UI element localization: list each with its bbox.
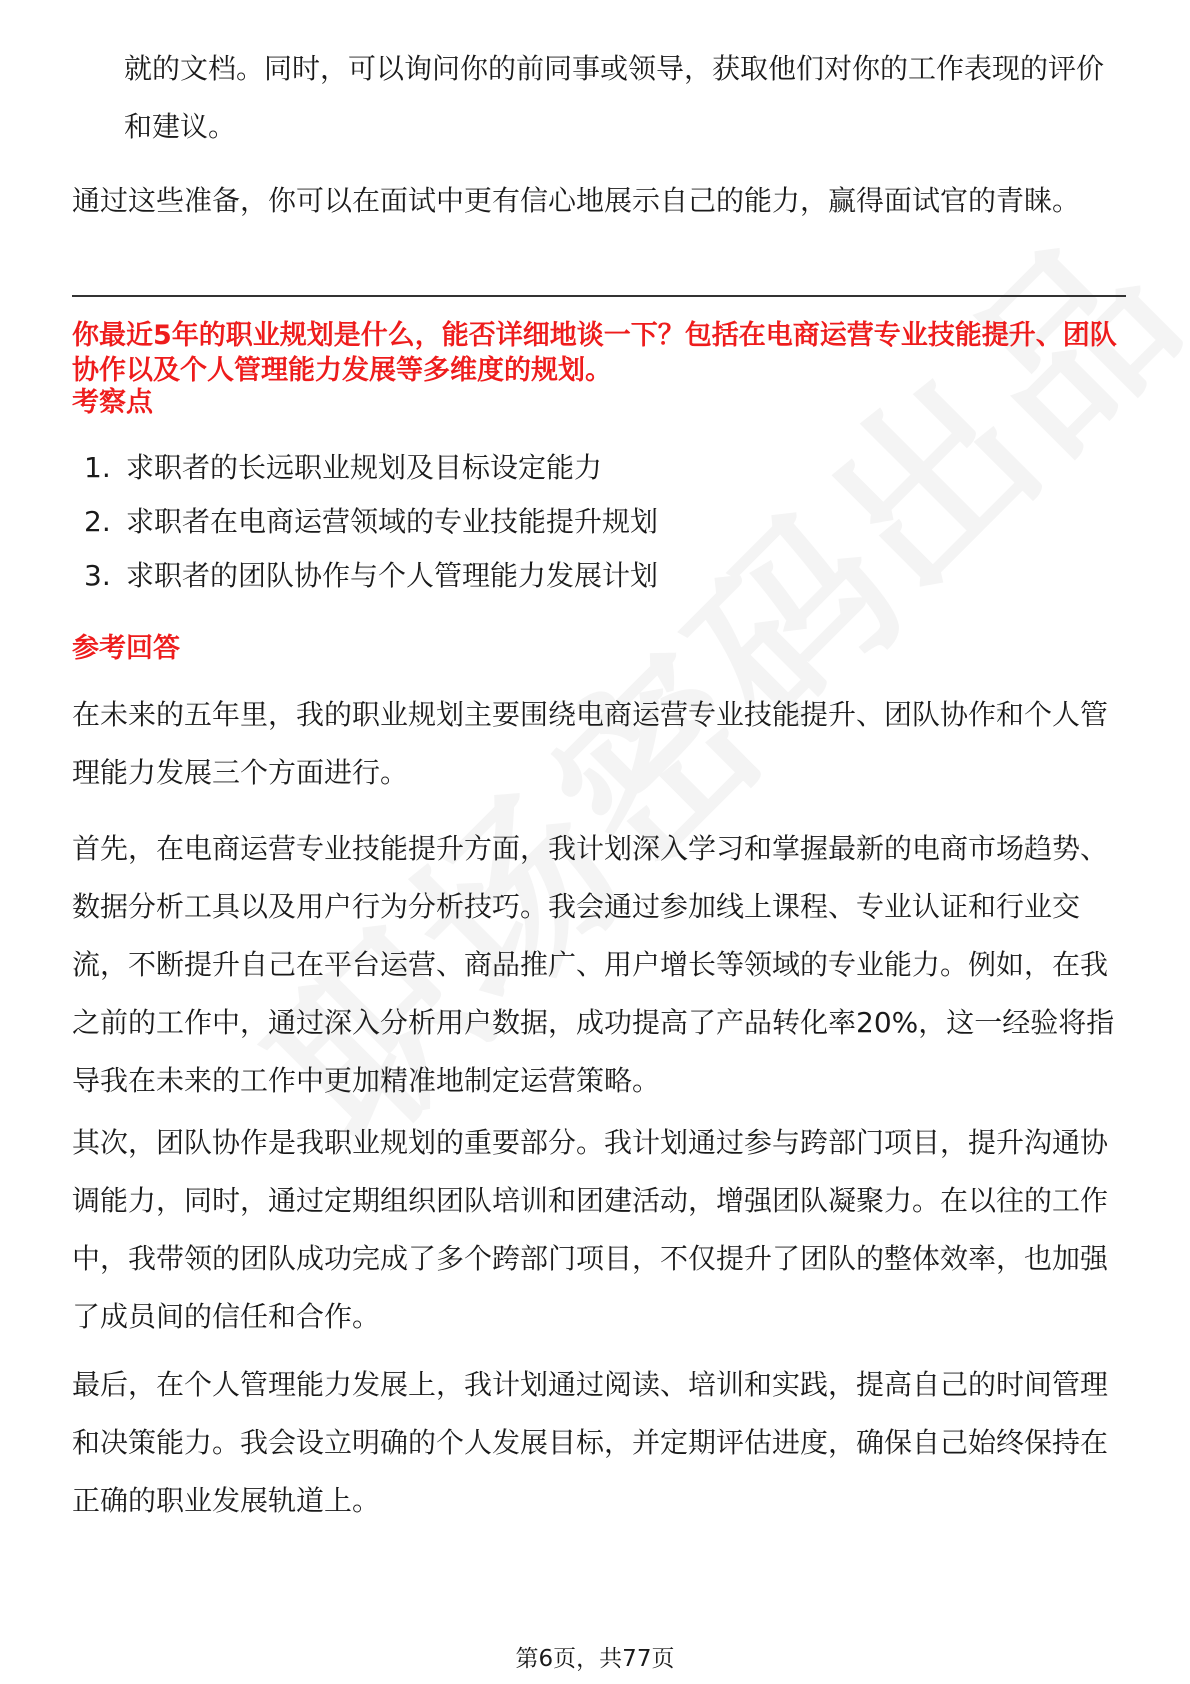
section-divider — [72, 295, 1126, 297]
page-number: 第6页，共77页 — [515, 1646, 675, 1672]
focus-point-text: 求职者的长远职业规划及目标设定能力 — [126, 451, 603, 484]
focus-title: 考察点 — [72, 387, 153, 418]
focus-point-number: 2. — [84, 505, 111, 538]
focus-point-number: 3. — [84, 559, 111, 592]
focus-point — [84, 502, 1084, 542]
answer-paragraph: 其次，团队协作是我职业规划的重要部分。我计划通过参与跨部门项目，提升沟通协调能力，同时，通过定期组织团队培训和团建活动，增强团队凝聚力。在以往的工作中，我带领的团队成功完成了多个跨部门项目，不仅提升了团队的整体效率，也加强了成员间的信任和合作。 — [72, 1126, 1109, 1333]
intro-continuation: 就的文档。同时，可以询问你的前同事或领导，获取他们对你的工作表现的评价和建议。 — [124, 52, 1105, 143]
interview-question: 你最近5年的职业规划是什么，能否详细地谈一下？包括在电商运营专业技能提升、团队协作以及个人管理能力发展等多维度的规划。 — [72, 320, 1117, 386]
focus-point — [84, 448, 1084, 488]
intro-closing: 通过这些准备，你可以在面试中更有信心地展示自己的能力，赢得面试官的青睐。 — [72, 184, 1081, 217]
answer-title: 参考回答 — [72, 633, 180, 664]
focus-point — [84, 556, 1084, 596]
answer-paragraph: 首先，在电商运营专业技能提升方面，我计划深入学习和掌握最新的电商市场趋势、数据分析工具以及用户行为分析技巧。我会通过参加线上课程、专业认证和行业交流，不断提升自己在平台运营、商品推广、用户增长等领域的专业能力。例如，在我之前的工作中，通过深入分析用户数据，成功提高了产品转化率20%，这一经验将指导我在未来的工作中更加精准地制定运营策略。 — [72, 832, 1115, 1097]
answer-paragraph: 在未来的五年里，我的职业规划主要围绕电商运营专业技能提升、团队协作和个人管理能力发展三个方面进行。 — [72, 698, 1109, 789]
focus-point-text: 求职者的团队协作与个人管理能力发展计划 — [126, 559, 659, 592]
focus-point-text: 求职者在电商运营领域的专业技能提升规划 — [126, 505, 659, 538]
answer-paragraph: 最后，在个人管理能力发展上，我计划通过阅读、培训和实践，提高自己的时间管理和决策能力。我会设立明确的个人发展目标，并定期评估进度，确保自己始终保持在正确的职业发展轨道上。 — [72, 1368, 1109, 1517]
focus-point-number: 1. — [84, 451, 111, 484]
